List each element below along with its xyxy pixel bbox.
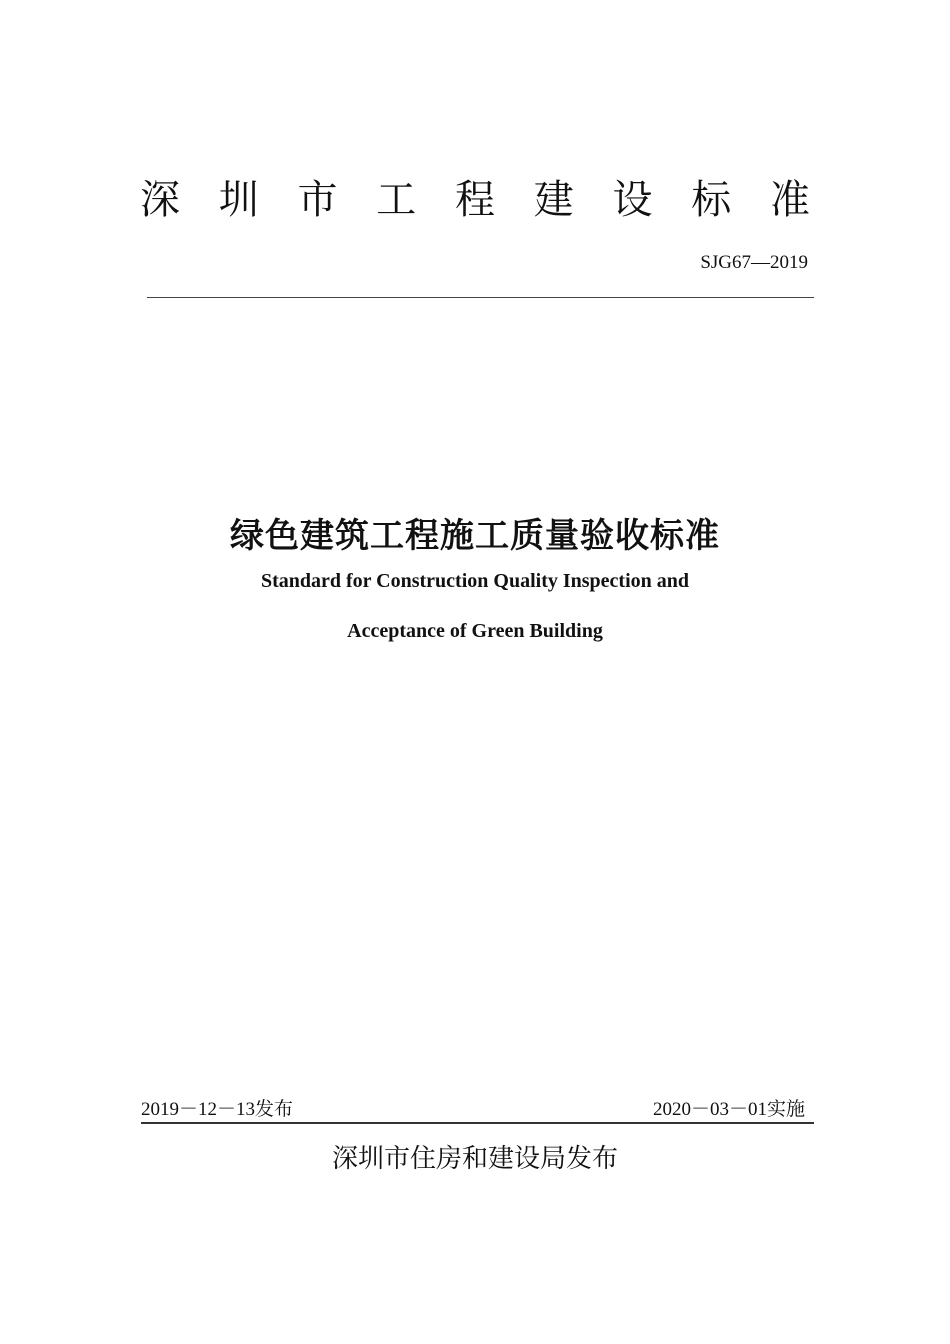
publisher: 深圳市住房和建设局发布 [331,1144,618,1174]
standard-series-heading [140,170,810,230]
heading-char: 标 [691,177,732,223]
document-title-english-line2: Acceptance of Green Building [347,620,603,642]
effective-date: 2020－03－01实施 [652,1099,805,1120]
top-divider [147,297,814,298]
document-title-english-line1: Standard for Construction Quality Inspection and [260,570,690,592]
standard-code: SJG67—2019 [700,252,808,273]
heading-char: 设 [612,177,653,223]
date-row [141,1094,805,1121]
heading-char: 工 [376,177,417,223]
heading-char: 市 [297,177,338,223]
bottom-divider [141,1122,814,1124]
issue-date: 2019－12－13发布 [141,1099,294,1120]
document-title-chinese: 绿色建筑工程施工质量验收标准 [230,516,720,556]
heading-char: 建 [533,177,574,223]
heading-char: 准 [770,177,810,223]
heading-char: 深 [140,177,180,223]
heading-char: 圳 [218,177,259,223]
heading-char: 程 [455,177,495,223]
